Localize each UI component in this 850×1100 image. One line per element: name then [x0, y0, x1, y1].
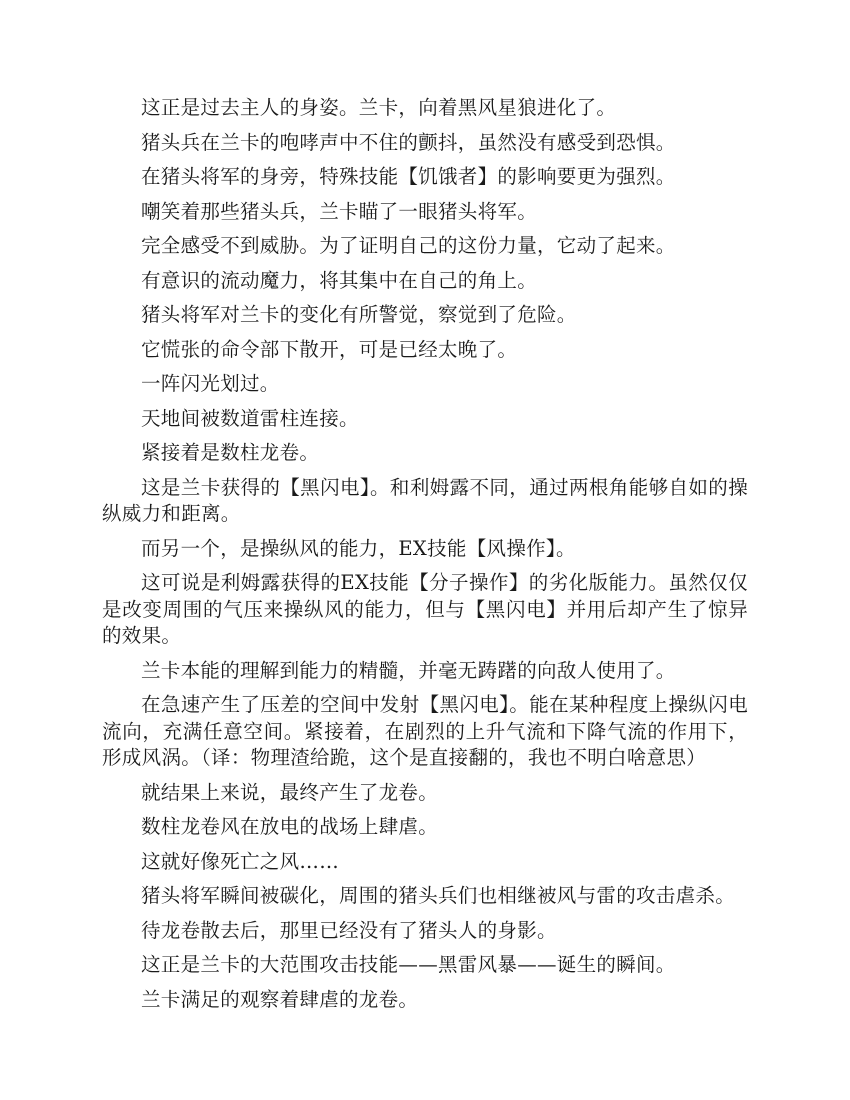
paragraph: 这可说是利姆露获得的EX技能【分子操作】的劣化版能力。虽然仅仅是改变周围的气压来操纵风的能力，但与【黑闪电】并用后却产生了惊异的效果。: [102, 571, 748, 647]
paragraph: 这就好像死亡之风……: [141, 849, 339, 873]
paragraph: 在猪头将军的身旁，特殊技能【饥饿者】的影响要更为强烈。: [141, 165, 676, 188]
paragraph: 在急速产生了压差的空间中发射【黑闪电】。能在某种程度上操纵闪电流向，充满任意空间。紧接着，在剧烈的上升气流和下降气流的作用下，形成风涡。（译：物理渣给跪，这个是直接翻的，我也不明白啥意思）: [102, 693, 748, 769]
paragraph: 待龙卷散去后，那里已经没有了猪头人的身影。: [141, 918, 557, 942]
paragraph: 数柱龙卷风在放电的战场上肆虐。: [141, 815, 439, 838]
paragraph: 这正是兰卡的大范围攻击技能——黑雷风暴——诞生的瞬间。: [141, 953, 676, 976]
paragraph: 兰卡满足的观察着肆虐的龙卷。: [141, 987, 419, 1011]
paragraph: 天地间被数道雷柱连接。: [141, 406, 359, 430]
paragraph: 它慌张的命令部下散开，可是已经太晚了。: [141, 337, 518, 361]
paragraph: 猪头将军对兰卡的变化有所警觉，察觉到了危险。: [141, 303, 577, 326]
paragraph: 就结果上来说，最终产生了龙卷。: [141, 780, 439, 804]
document-body: [102, 95, 748, 1021]
paragraph: 而另一个，是操纵风的能力，EX技能【风操作】。: [141, 536, 576, 560]
paragraph: 嘲笑着那些猪头兵，兰卡瞄了一眼猪头将军。: [141, 199, 538, 223]
paragraph: 猪头将军瞬间被碳化，周围的猪头兵们也相继被风与雷的攻击虐杀。: [141, 884, 736, 907]
paragraph: 猪头兵在兰卡的咆哮声中不住的颤抖，虽然没有感受到恐惧。: [141, 130, 676, 154]
paragraph: 完全感受不到威胁。为了证明自己的这份力量，它动了起来。: [141, 234, 676, 257]
paragraph: 这是兰卡获得的【黑闪电】。和利姆露不同，通过两根角能够自如的操纵威力和距离。: [102, 475, 748, 525]
paragraph: 这正是过去主人的身姿。兰卡，向着黑风星狼进化了。: [141, 96, 617, 119]
paragraph: 紧接着是数柱龙卷。: [141, 441, 320, 464]
paragraph: 有意识的流动魔力，将其集中在自己的角上。: [141, 268, 538, 292]
paragraph: 兰卡本能的理解到能力的精髓，并毫无踌躇的向敌人使用了。: [141, 658, 676, 682]
paragraph: 一阵闪光划过。: [141, 372, 280, 395]
